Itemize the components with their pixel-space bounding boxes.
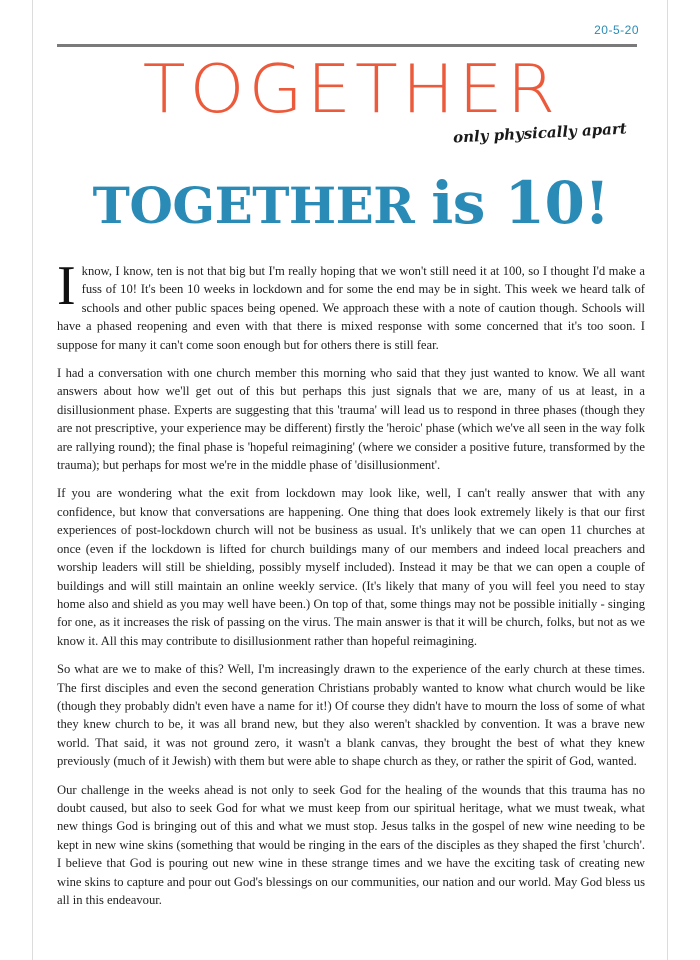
masthead-title (33, 50, 669, 128)
article-body (57, 255, 645, 919)
issue-date: 20-5-20 (594, 23, 639, 37)
headline-rest: is 10! (431, 169, 610, 237)
paragraph-4: So what are we to make of this? Well, I'm increasingly drawn to the experience of the early church at these times. The first disciples and even the second generation Christians probably wanted to know what church would be like (though they probably didn't even have a name for it!) Of course they didn't have to mourn the loss of some of what they knew church to be, it was all brand new, but they also weren't shackled by convention. It was a brave new world. That said, it was not ground zero, it wasn't a blank canvas, they brought the best of what they knew previously (much of it Jewish) with them but were able to shape church as they, or rather the spirit of God, wanted. (57, 662, 645, 769)
masthead-text: TOGETHER (142, 50, 560, 128)
paragraph-3: If you are wondering what the exit from lockdown may look like, well, I can't really answer that with any confidence, but know that conversations are happening. One thing that does look extremely likely is that our first experiences of post-lockdown church will not be business as usual. It's unlikely that we can open 11 churches at once (even if the lockdown is lifted for church buildings many of our members and indeed local preachers and worship leaders will still be shielding, possibly myself included). Instead it may be that we can open a couple of buildings and will still maintain an online weekly service. (It's likely that many of you will feel you need to stay home also and shield as you may well have been.) On top of that, some things may not be possible initially - singing for one, as it increases the risk of passing on the virus. The main answer is that it will be church, folks, but not as we know it. All this may contribute to disillusionment rather than hopeful reimagining. (57, 486, 645, 648)
newsletter-page (32, 0, 668, 960)
drop-cap: I (57, 255, 76, 317)
paragraph-2: I had a conversation with one church member this morning who said that they just wanted to know. We all want answers about how we'll get out of this but perhaps this just signals that we are, many of us at least, in a disillusionment phase. Experts are suggesting that this 'trauma' will lead us to respond in three phases (though they are not prescriptive, your experience may be different) firstly the 'heroic' phase (which we've all seen in the way folk are rallying round); the final phase is 'hopeful reimagining' (where we consider a positive future, transformed by the trauma); but perhaps for most we're in the middle phase of 'disillusionment'. (57, 366, 645, 473)
article-headline (33, 169, 669, 237)
paragraph-5: Our challenge in the weeks ahead is not only to seek God for the healing of the wounds that this trauma has no doubt caused, but also to seek God for what we must keep from our spiritual heritage, what we must tweak, what new things God is bringing out of this and what we must stop. Jesus talks in the gospel of new wine needing to be kept in new wine skins (something that would be ringing in the ears of the disciples as they shaped the first 'church'. I believe that God is pouring out new wine in these strange times and we have the exciting task of creating new wine skins to capture and pour out God's blessings on our communities, our nation and our world. May God bless us all in this endeavour. (57, 782, 645, 907)
paragraph-1 (57, 255, 645, 354)
paragraph-1-text: know, I know, ten is not that big but I'm really hoping that we won't still need it at 100, so I thought I'd make a fuss of 10! It's been 10 weeks in lockdown and for some the end may be in sight. This week we heard talk of schools and other public spaces being opened. We approach these with a note of caution though. Schools will have a phased reopening and even with that there is mixed response with some concerned that it's too soon. I suppose for many it can't come soon enough but for others there is still fear. (57, 264, 645, 352)
masthead-tagline: only physically apart (452, 119, 628, 147)
headline-word: TOGETHER (92, 176, 415, 235)
header-rule (57, 44, 637, 47)
